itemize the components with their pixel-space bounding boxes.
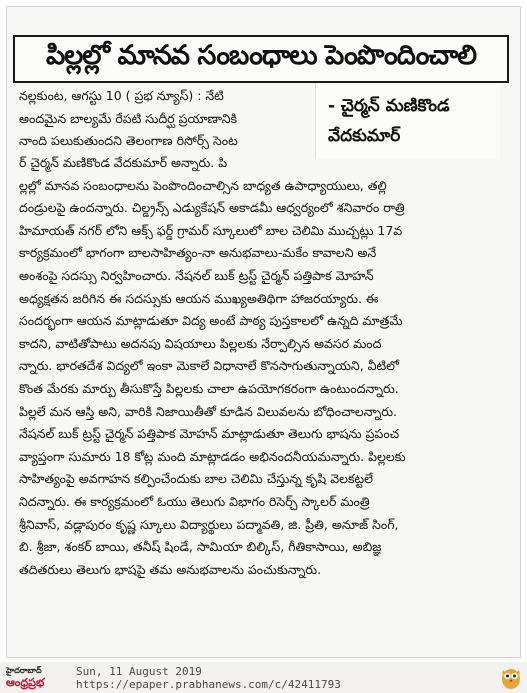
body-line: బి. శ్రీజా, శంకర్ బాయి, తనీష్ షిండే, సామియా బిల్కిస్, గీతికాసాయి, అబిజ్ఞ [19, 539, 382, 555]
body-line: న్నారు. భారతదేశ విద్యలో ఇంకా మెకాలే విధానాలే కొనసాగుతున్నాయని, వీటిలో [19, 358, 400, 374]
logo-edition: హైదరాబాద్ [6, 666, 42, 675]
body-line: దండ్రులపై ఉందన్నారు. చిల్డ్రన్స్ ఎడ్యుకేషన్ అకాడమీ ఆధ్వర్యంలో శనివారం రాత్రి [19, 200, 405, 216]
pull-quote-line: - చైర్మన్ మణికొండ [328, 96, 450, 116]
body-line: కాదని, వాటితోపాటు అదనపు విషయాలు పిల్లలకు నేర్పాల్సిన అవసర మంద [19, 335, 382, 351]
owl-icon [500, 666, 522, 690]
publish-date: Sun, 11 August 2019 [76, 665, 202, 678]
logo-title: ఆంధ్రప్రభ [6, 676, 45, 689]
lead-line: అందమైన బాల్యమే రేపటి సుదీర్ఘ ప్రయాణానికి [19, 110, 238, 126]
epaper-link[interactable]: https://epaper.prabhanews.com/c/42411793 [76, 678, 341, 691]
lead-paragraph [19, 85, 311, 153]
epaper-footer [0, 662, 527, 693]
body-line: తదితరులు తెలుగు భాషపై తమ అనుభవాలను పంచుకున్నారు. [19, 561, 322, 577]
body-line: పిల్లలే మన ఆస్తి అని, వారికి నిజాయితీతో కూడిన విలువలను బోధించాలన్నారు. [19, 403, 398, 419]
headline: పిల్లల్లో మానవ సంబంధాలు పెంపొందించాలి [45, 40, 477, 71]
lead-line: నాంది పలుకుతుందని తెలంగాణ రిసోర్స్ సెంట [19, 133, 238, 149]
body-line: ర్ చైర్మన్ మణికొండ వేదకుమార్ అన్నారు. పి [19, 155, 228, 170]
headline-box [13, 35, 509, 83]
newspaper-logo[interactable] [6, 664, 64, 692]
newspaper-clipping [6, 6, 521, 658]
body-line: కొంత మేరకు మార్పు తీసుకొస్తే పిల్లలకు చాలా ఉపయోగకరంగా ఉంటుందన్నారు. [19, 380, 399, 396]
article-body [19, 152, 511, 581]
body-line: నిదన్నారు. ఈ కార్యక్రమంలో ఓయు తెలుగు విభాగం రిసెర్చ్ స్కాలర్ మంత్రి [19, 493, 370, 509]
body-line: కార్యక్రమంలో భాగంగా బాలసాహిత్యం-నా అనుభవాలు-మకేం కావాలని అనే [19, 245, 377, 261]
pull-quote-line: వేదకుమార్ [328, 126, 401, 146]
body-line: వ్యాప్తంగా సుమారు 18 కోట్ల మంది మాట్లాడడం అభినందనీయమన్నారు. పిల్లలకు [19, 448, 406, 464]
body-line: హిమాయత్ నగర్ లోని ఆక్స్ ఫర్డ్ గ్రామర్ స్కూలులో బాల చెలిమి ముచ్చట్లు 17వ [19, 222, 403, 238]
body-line: శ్రీనివాస్, వడ్లాపురం కృష్ణ స్కూలు విద్యార్థులు పద్మావతి, జి. ప్రీతి, అనూజ్ సింగ్, [19, 516, 399, 532]
body-line: అంశంపై సదస్సు నిర్వహించారు. నేషనల్ బుక్ ట్రస్ట్ చైర్మన్ పత్తిపాక మోహన్ [19, 267, 374, 283]
lead-line: నల్లకుంట, ఆగస్టు 10 ( ప్రభ న్యూస్) : నేటి [19, 88, 224, 103]
body-line: ల్లల్లో మానవ సంబంధాలను పెంపొందించాల్సిన బాధ్యత ఉపాధ్యాయులు, తల్లి [19, 177, 387, 193]
pull-quote [315, 83, 500, 159]
body-line: అధ్యక్షతన జరిగిన ఈ సదస్సుకు ఆయన ముఖ్యఅతిథిగా హాజరయ్యారు. ఈ [19, 290, 379, 306]
body-line: నేషనల్ బుక్ ట్రస్ట్ చైర్మన్ పత్తిపాక మోహన్ మాట్లాడుతూ తెలుగు భాషను ప్రపంచ [19, 426, 400, 442]
body-line: సందర్భంగా ఆయన మాట్లాడుతూ విద్య అంటే పాఠ్య పుస్తకాలలో ఉన్నది మాత్రమే [19, 313, 403, 329]
body-line: సాహిత్యంపై అవగాహన కల్పించేందుకు బాల చెలిమి చేస్తున్న కృషి వెలకట్టలే [19, 471, 373, 487]
